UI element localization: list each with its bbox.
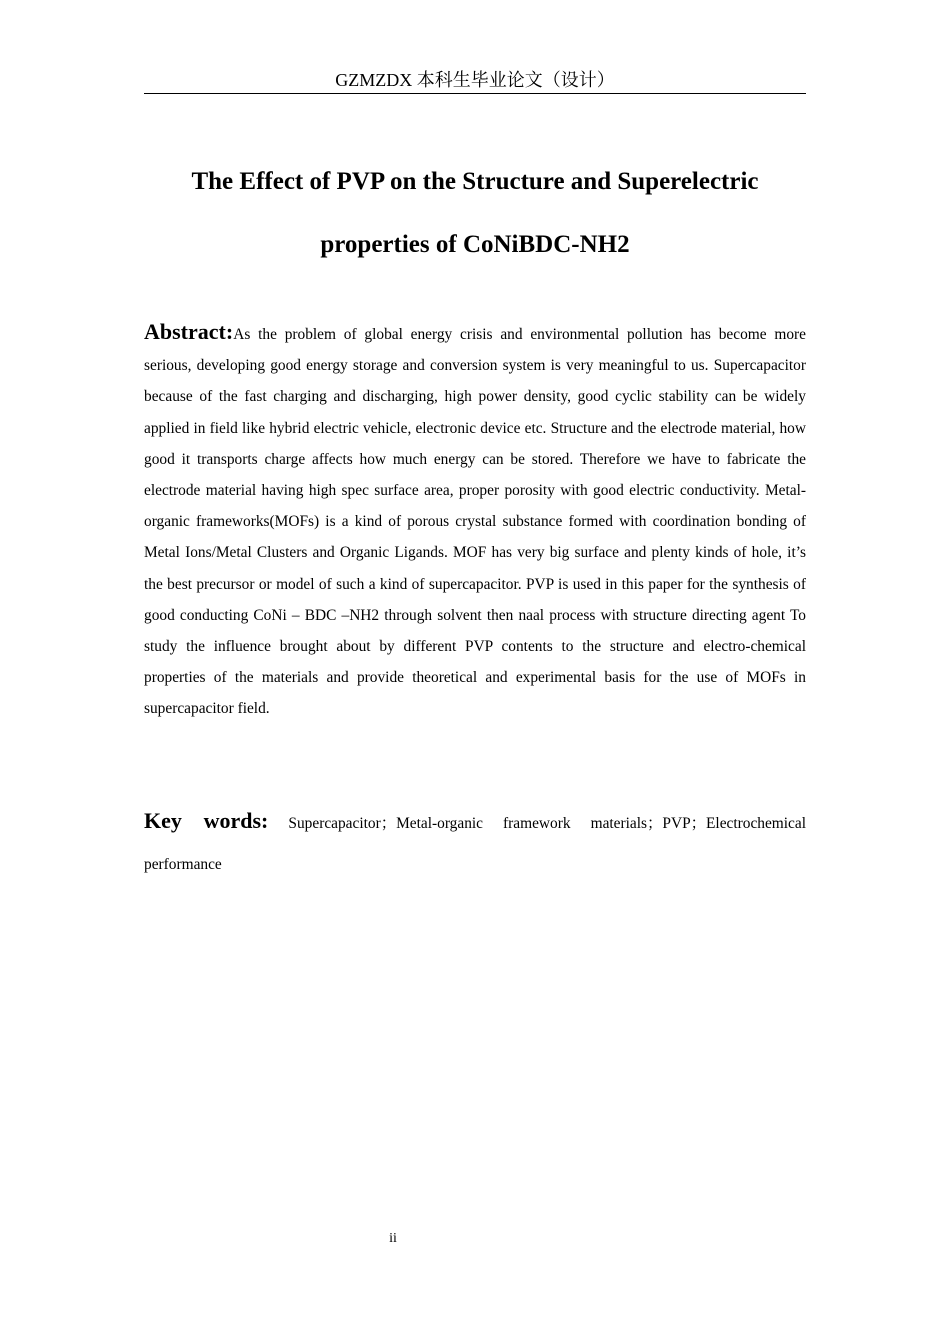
keywords-text: Supercapacitor；Metal-organic framework materials；PVP；Electrochemical performance — [144, 815, 806, 873]
page-title: The Effect of PVP on the Structure and Superelectric properties of CoNiBDC-NH2 — [191, 168, 759, 258]
abstract-label: Abstract: — [144, 319, 234, 344]
keywords-paragraph — [144, 800, 806, 885]
keywords-label: Key words: — [144, 808, 269, 833]
header-rule — [144, 93, 806, 94]
abstract-paragraph — [144, 316, 806, 725]
page-number: ii — [389, 1231, 397, 1246]
abstract-text: As the problem of global energy crisis and environmental pollution has become more serious, developing good energy storage and conversion system is very meaningful to us. Supercapacitor because of the fast charging and discharging, high power density, good cyclic stability can be widely applied in field like hybrid electric vehicle, electronic device etc. Structure and the electrode material, how good it transports charge affects how much energy can be stored. Therefore we have to fabricate the electrode material having high spec surface area, proper porosity with good electric conductivity. Metal-organic frameworks(MOFs) is a kind of porous crystal substance formed with coordination bonding of Metal Ions/Metal Clusters and Organic Ligands. MOF has very big surface and plenty kinds of hole, it’s the best precursor or model of such a kind of supercapacitor. PVP is used in this paper for the synthesis of good conducting CoNi – BDC –NH2 through solvent then naal process with structure directing agent To study the influence brought about by different PVP contents to the structure and electro-chemical properties of the materials and provide theoretical and experimental basis for the use of MOFs in supercapacitor field. — [144, 326, 806, 718]
page-header: GZMZDX 本科生毕业论文（设计） — [335, 70, 615, 90]
